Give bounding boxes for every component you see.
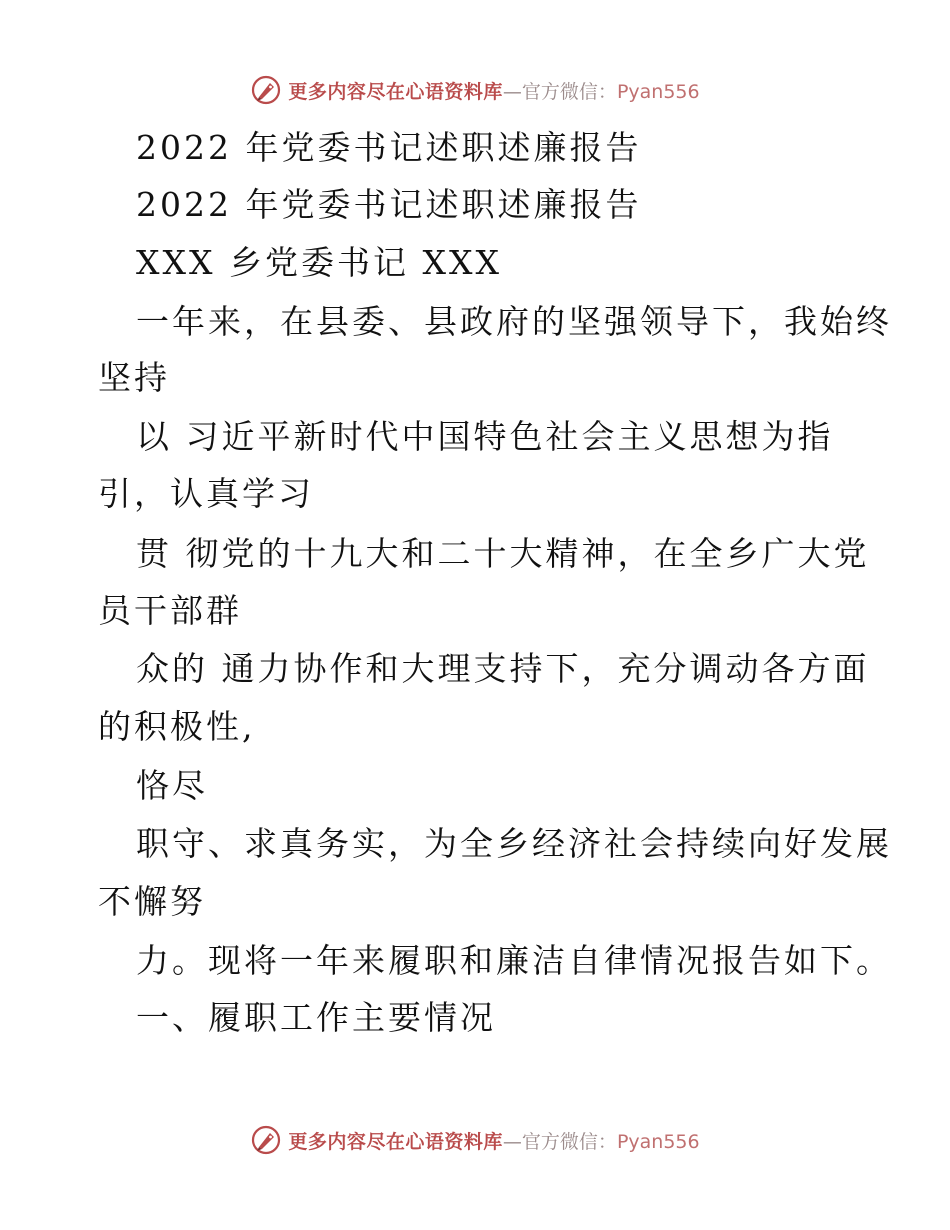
paragraph-line: 职守、求真务实，为全乡经济社会持续向好发展 bbox=[136, 824, 892, 863]
watermark-text bbox=[288, 77, 699, 104]
paragraph-line: 恪尽 bbox=[136, 766, 208, 805]
watermark-label: 官方微信： bbox=[521, 80, 617, 103]
paragraph-line: 坚持 bbox=[98, 358, 170, 397]
paragraph-line: 不懈努 bbox=[98, 882, 206, 921]
paragraph-line: 的积极性, bbox=[98, 707, 256, 746]
watermark-brand: 更多内容尽在心语资料库 bbox=[288, 1130, 503, 1153]
paragraph-line: 员干部群 bbox=[98, 591, 242, 630]
header-watermark bbox=[0, 70, 950, 110]
pen-nib-logo-icon bbox=[250, 1124, 282, 1156]
paragraph-line: 以 习近平新时代中国特色社会主义思想为指 bbox=[136, 417, 834, 456]
pen-nib-logo-icon bbox=[250, 74, 282, 106]
watermark-group bbox=[250, 74, 699, 106]
doc-title: 2022 年党委书记述职述廉报告 bbox=[136, 128, 642, 167]
watermark-account: Pyan556 bbox=[616, 1130, 700, 1153]
watermark-group bbox=[250, 1124, 699, 1156]
doc-author: XXX 乡党委书记 XXX bbox=[136, 243, 502, 282]
watermark-brand: 更多内容尽在心语资料库 bbox=[288, 80, 503, 103]
paragraph-line: 引，认真学习 bbox=[98, 474, 314, 513]
watermark-dash: — bbox=[502, 80, 522, 103]
section-heading: 一、履职工作主要情况 bbox=[136, 998, 496, 1037]
watermark-dash: — bbox=[502, 1130, 522, 1153]
paragraph-line: 一年来，在县委、县政府的坚强领导下，我始终 bbox=[136, 302, 892, 341]
watermark-account: Pyan556 bbox=[616, 80, 700, 103]
watermark-label: 官方微信： bbox=[521, 1130, 617, 1153]
doc-title-repeat: 2022 年党委书记述职述廉报告 bbox=[136, 185, 642, 224]
watermark-text bbox=[288, 1127, 699, 1154]
paragraph-line: 贯 彻党的十九大和二十大精神，在全乡广大党 bbox=[136, 534, 870, 573]
paragraph-line: 众的 通力协作和大理支持下，充分调动各方面 bbox=[136, 649, 870, 688]
footer-watermark bbox=[0, 1120, 950, 1160]
paragraph-line: 力。现将一年来履职和廉洁自律情况报告如下。 bbox=[136, 941, 892, 980]
